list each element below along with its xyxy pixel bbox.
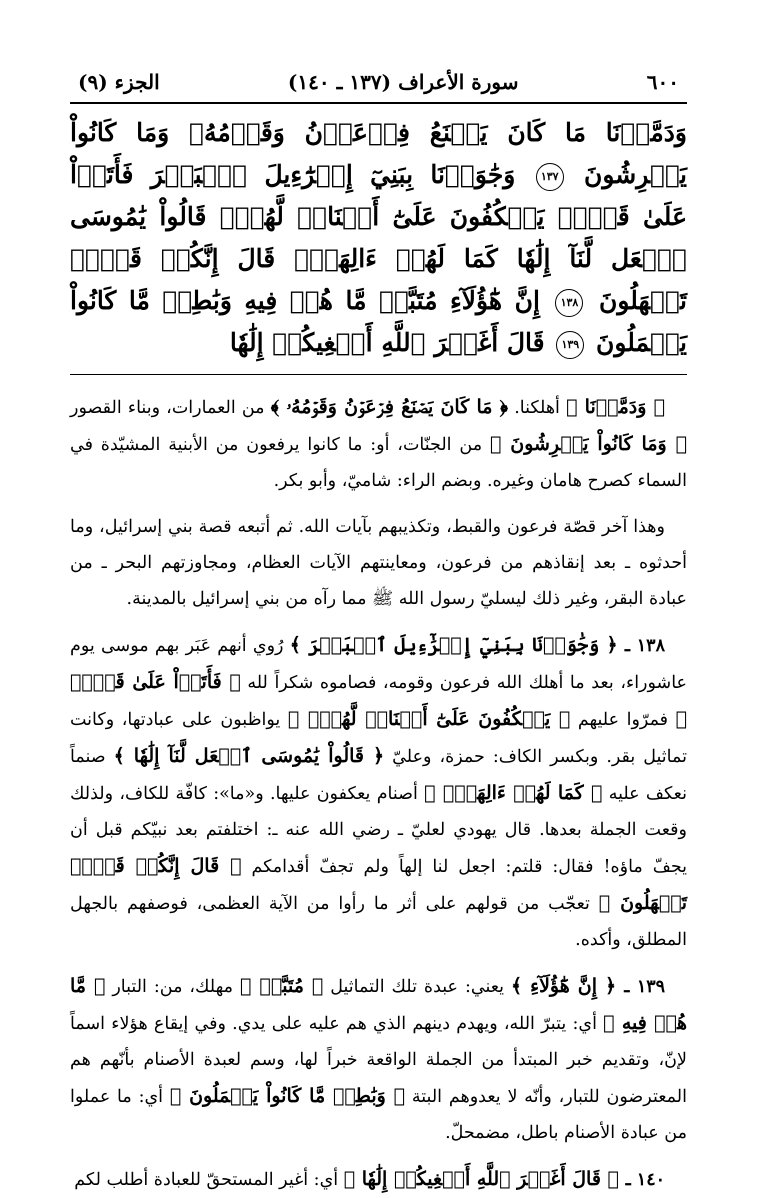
quoted-verse: ﴿ فَأَتَوۡاْ عَلَىٰ قَوۡمٖ ﴾ bbox=[70, 671, 688, 730]
commentary-text: مهلك، من: التبار bbox=[105, 977, 241, 997]
quoted-verse: ﴿ إِنَّ هَٰٓؤُلَآءِ ﴾ bbox=[511, 975, 625, 997]
commentary-paragraph bbox=[70, 1161, 687, 1198]
verse-text: قَالَ أَغَيۡرَ ٱللَّهِ أَبۡغِيكُمۡ إِلَٰهٗا bbox=[229, 328, 545, 357]
commentary-text: فمرّوا عليهم bbox=[570, 710, 676, 730]
commentary-text: تعجّب من قولهم على أثر ما رأوا من الآية العظمى، فوصفهم بالجهل المطلق، وأكده. bbox=[70, 894, 687, 950]
commentary-text: من العمارات، وبناء القصور bbox=[70, 398, 271, 418]
quoted-verse: ﴿ قَالُواْ يَٰمُوسَى ٱجۡعَل لَّنَآ إِلَٰهٗا ﴾ bbox=[113, 745, 385, 767]
page-number: ٦٠٠ bbox=[646, 70, 679, 94]
verse-number-marker: ١٣٨ bbox=[555, 289, 583, 317]
surah-title: سورة الأعراف (١٣٧ ـ ١٤٠) bbox=[287, 70, 519, 94]
commentary-text: من الجنّات، أو: ما كانوا يرفعون من الأبنية المشيّدة في السماء كصرح هامان وغيره. وبضم الراء: شاميّ، وأبو بكر. bbox=[70, 435, 687, 491]
verse-ref-number: ١٣٩ ـ bbox=[624, 977, 666, 997]
tafsir-commentary bbox=[70, 389, 687, 1198]
commentary-paragraph bbox=[70, 627, 687, 958]
verse-number-marker: ١٣٧ bbox=[536, 163, 564, 191]
commentary-paragraph: وهذا آخر قصّة فرعون والقبط، وتكذيبهم بآيات الله. ثم أتبعه قصة بني إسرائيل، وما أحدثوه ـ بعد إنقاذهم من فرعون، ومعاينتهم الآيات العظام، ومجاوزتهم البحر ـ من عبادة البقر، وغير ذلك ليسليّ رسول الله ﷺ مما رآه من بني إسرائيل بالمدينة. bbox=[70, 517, 687, 609]
quoted-verse: ﴿ مَا كَانَ يَصۡنَعُ فِرۡعَوۡنُ وَقَوۡمُهُۥ ﴾ bbox=[270, 396, 509, 418]
commentary-text: رُوي أنهم عَبَر بهم موسى يوم عاشوراء، بعد ما أهلك الله فرعون وقومه، فصاموه شكراً لله bbox=[70, 636, 687, 693]
part-label: الجزء (٩) bbox=[78, 70, 160, 94]
quoted-verse: ﴿ قَالَ إِنَّكُمۡ قَوۡمٞ تَجۡهَلُونَ ﴾ bbox=[70, 855, 687, 914]
quoted-verse: ﴿ يَعۡكُفُونَ عَلَىٰٓ أَصۡنَامٖ لَّهُمۡۚ ﴾ bbox=[287, 708, 571, 730]
verse-text: وَجَٰوَزۡنَا بِبَنِيٓ إِسۡرَٰٓءِيلَ ٱلۡبَحۡرَ فَأَتَوۡاْ عَلَىٰ قَوۡمٖ يَعۡكُفُونَ عَلَىٰٓ أَصۡنَامٖ لَّهُمۡۚ قَالُواْ يَٰمُوسَى ٱجۡعَل لَّنَآ إِلَٰهٗا كَمَا لَهُمۡ ءَالِهَةٞۚ قَالَ إِنَّكُمۡ قَوۡمٞ تَجۡهَلُونَ bbox=[70, 160, 687, 315]
quoted-verse: ﴿ وَدَمَّرۡنَا ﴾ bbox=[566, 396, 665, 418]
page-header bbox=[70, 70, 687, 104]
quran-verses-block bbox=[70, 112, 687, 375]
verse-ref-number: ١٤٠ ـ bbox=[625, 1170, 665, 1190]
quoted-verse: ﴿ كَمَا لَهُمۡ ءَالِهَةٞۚ ﴾ bbox=[424, 782, 603, 804]
commentary-text: صنماً نعكف عليه bbox=[70, 747, 687, 804]
commentary-text: أي: يتبرّ الله، ويهدم دينهم الذي هم عليه على يدي. وفي إيقاع هؤلاء اسماً لإنّ، وتقديم خبر المبتدأ من الجملة الواقعة خبراً لها، وسم لعبدة الأصنام بأنّهم هم المعترضون للتبار، وأنّه لا يعدوهم البتة bbox=[70, 1014, 687, 1107]
quoted-verse: ﴿ مَّا هُمۡ فِيهِ ﴾ bbox=[70, 975, 687, 1034]
quoted-verse: ﴿ قَالَ أَغَيۡرَ ٱللَّهِ أَبۡغِيكُمۡ إِلَٰهٗا ﴾ bbox=[343, 1168, 626, 1190]
verse-text: إِنَّ هَٰٓؤُلَآءِ مُتَبَّرٞ مَّا هُمۡ فِيهِ وَبَٰطِلٞ مَّا كَانُواْ يَعۡمَلُونَ bbox=[70, 286, 687, 357]
quoted-verse: ﴿ وَجَٰوَزۡنَا بِبَنِيٓ إِسۡرَٰٓءِيلَ ٱلۡبَحۡرَ ﴾ bbox=[289, 634, 625, 656]
commentary-text: أصنام يعكفون عليها. و«ما»: كافّة للكاف، ولذلك وقعت الجملة بعدها. قال يهودي لعليّ ـ رضي الله عنه ـ: اختلفتم بعد نبيّكم قبل أن يجفّ ماؤه! فقال: قلتم: اجعل لنا إلهاً ولم تجفّ أقدامكم bbox=[70, 784, 688, 877]
commentary-paragraph bbox=[70, 389, 687, 499]
quoted-verse: ﴿ مُتَبَّرٞ ﴾ bbox=[240, 975, 324, 997]
verse-text: وَدَمَّرۡنَا مَا كَانَ يَصۡنَعُ فِرۡعَوۡنُ وَقَوۡمُهُۥ وَمَا كَانُواْ يَعۡرِشُونَ bbox=[70, 118, 687, 189]
commentary-text: يواظبون على عبادتها، وكانت تماثيل بقر. وبكسر الكاف: حمزة، وعليّ bbox=[70, 710, 688, 767]
commentary-text: أهلكنا. bbox=[508, 398, 567, 418]
verse-number-marker: ١٣٩ bbox=[556, 331, 584, 359]
commentary-text: يعني: عبدة تلك التماثيل bbox=[323, 977, 512, 997]
commentary-paragraph bbox=[70, 968, 687, 1151]
quoted-verse: ﴿ وَمَا كَانُواْ يَعۡرِشُونَ ﴾ bbox=[489, 433, 687, 455]
commentary-text: أي: ما عملوا من عبادة الأصنام باطل، مضمحلّ. bbox=[70, 1087, 687, 1143]
commentary-text: أي: أغير المستحقّ للعبادة أطلب لكم bbox=[74, 1170, 344, 1190]
verse-ref-number: ١٣٨ ـ bbox=[624, 636, 665, 656]
quoted-verse: ﴿ وَبَٰطِلٞ مَّا كَانُواْ يَعۡمَلُونَ ﴾ bbox=[169, 1085, 406, 1107]
